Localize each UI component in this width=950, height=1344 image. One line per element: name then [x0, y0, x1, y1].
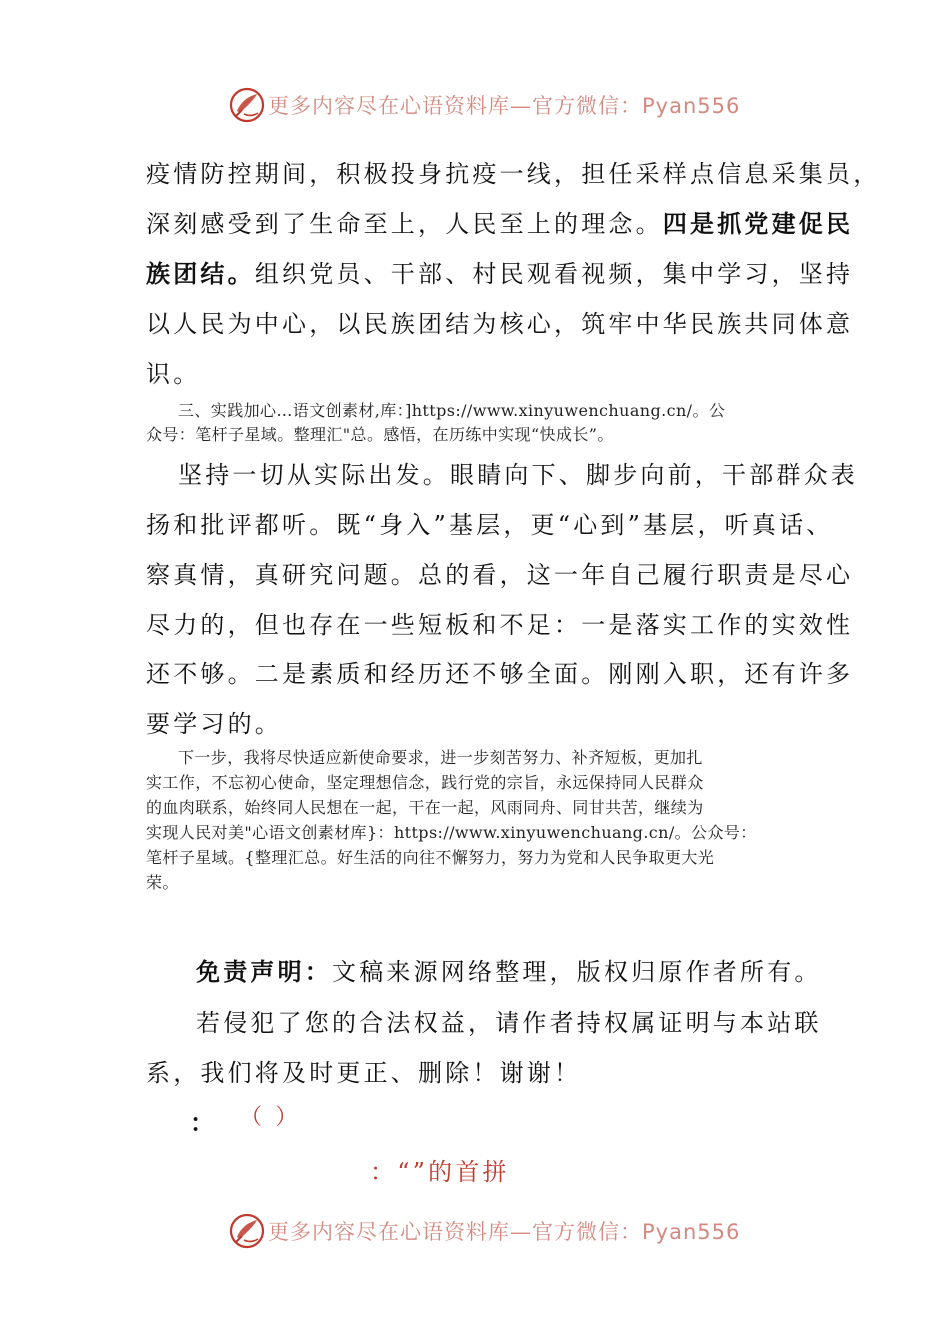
red-footer-line: ：“”的首拼: [370, 1158, 510, 1186]
note-line: 下一步，我将尽快适应新使命要求，进一步刻苦努力、补齐短板，更加扎: [178, 748, 703, 767]
paragraph-line: 扬和批评都听。既“身入”基层，更“心到”基层，听真话、: [146, 511, 834, 539]
note-line: 的血肉联系，始终同人民想在一起，干在一起，风雨同舟、同甘共苦，继续为: [146, 798, 704, 817]
note-line: 笔杆子星域。{整理汇总。好生活的向往不懈努力，努力为党和人民争取更大光: [146, 848, 715, 867]
paragraph-line: 深刻感受到了生命至上，人民至上的理念。四是抓党建促民: [146, 210, 854, 238]
watermark-text: 更多内容尽在心语资料库—官方微信：Pyan556: [268, 94, 741, 118]
paragraph-line: 疫情防控期间，积极投身抗疫一线，担任采样点信息采集员，: [146, 160, 881, 188]
note-line: 实工作，不忘初心使命，坚定理想信念，践行党的宗旨，永远保持同人民群众: [146, 773, 704, 792]
disclaimer-line: 免责声明：文稿来源网络整理，版权归原作者所有。: [196, 958, 822, 986]
paragraph-line: 察真情，真研究问题。总的看，这一年自己履行职责是尽心: [146, 561, 854, 589]
paragraph-line: 识。: [146, 360, 201, 388]
top-watermark-banner: [0, 82, 950, 130]
pen-logo-icon: [228, 86, 266, 124]
pen-logo-icon: [228, 1212, 266, 1250]
disclaimer-label: 免责声明：: [196, 958, 332, 986]
note-line: 众号：笔杆子星域。整理汇"总。感悟，在历练中实现“快成长”。: [146, 425, 614, 444]
wechat-id: Pyan556: [642, 94, 741, 118]
watermark-text: 更多内容尽在心语资料库—官方微信：Pyan556: [268, 1220, 741, 1244]
disclaimer-line: 系，我们将及时更正、删除！谢谢！: [146, 1059, 582, 1087]
bold-heading: 族团结。: [146, 260, 255, 288]
red-parens: （ ）: [240, 1105, 301, 1130]
note-line: 实现人民对美"心语文创素材库}：https://www.xinyuwenchuang.cn/。公众号：: [146, 823, 757, 842]
paragraph-line: 族团结。组织党员、干部、村民观看视频，集中学习，坚持: [146, 260, 854, 288]
bold-heading: 四是抓党建促民: [662, 210, 854, 238]
disclaimer-line: 若侵犯了您的合法权益，请作者持权属证明与本站联: [196, 1009, 822, 1037]
paragraph-line: 还不够。二是素质和经历还不够全面。刚刚入职，还有许多: [146, 660, 854, 688]
paragraph-line: 尽力的，但也存在一些短板和不足：一是落实工作的实效性: [146, 611, 854, 639]
wechat-id: Pyan556: [642, 1220, 741, 1244]
note-line: 三、实践加心…语文创素材,库：]https://www.xinyuwenchuang.cn/。公: [178, 401, 726, 420]
note-line: 荣。: [146, 873, 179, 892]
paragraph-line: 坚持一切从实际出发。眼睛向下、脚步向前，干部群众表: [178, 461, 858, 489]
paragraph-line: 以人民为中心，以民族团结为核心，筑牢中华民族共同体意: [146, 310, 854, 338]
paragraph-line: 要学习的。: [146, 710, 282, 738]
bottom-watermark-banner: [0, 1208, 950, 1256]
colon-mark: ：: [190, 1109, 218, 1137]
